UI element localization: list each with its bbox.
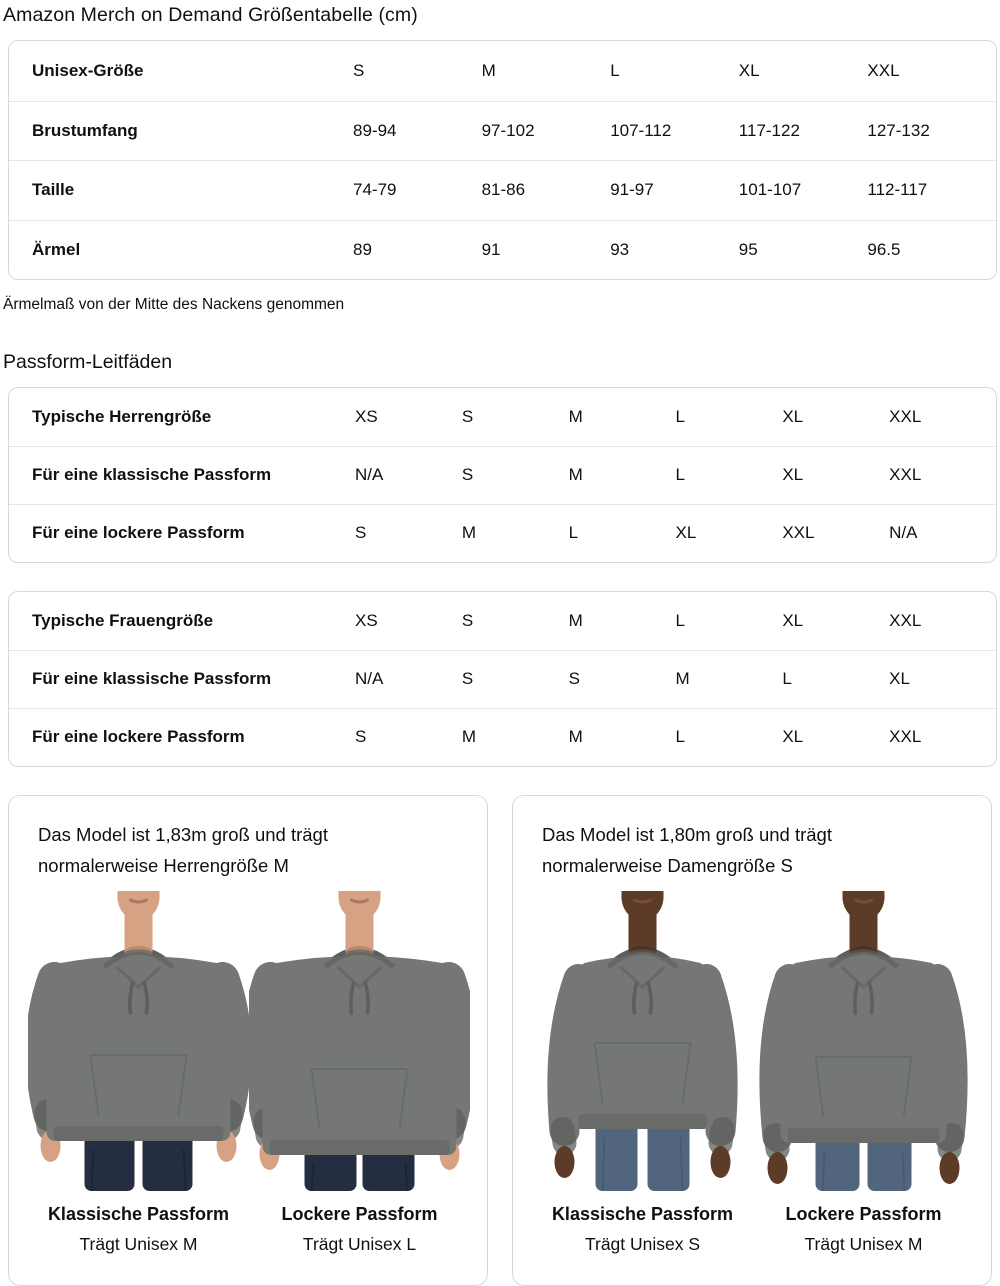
size-cell: N/A (355, 669, 384, 689)
table-row (9, 41, 996, 101)
mens-fit-table (8, 387, 997, 563)
model-figure-female-classic (532, 891, 753, 1255)
table-row (9, 160, 996, 220)
size-cell: L (610, 60, 620, 80)
row-label: Taille (32, 180, 75, 200)
size-cell: 91 (481, 239, 501, 259)
size-cell: 95 (738, 239, 758, 259)
size-cell: XS (355, 406, 378, 426)
size-cell: XL (782, 610, 804, 630)
model-photo-male-classic-fit (28, 891, 249, 1191)
model-photo-female-loose-fit (753, 891, 974, 1191)
size-cell: N/A (355, 465, 384, 485)
womens-fit-table (8, 591, 997, 767)
size-cell: L (675, 727, 685, 747)
size-cell: XS (355, 610, 378, 630)
size-cell: L (675, 610, 685, 630)
worn-size-caption: Trägt Unisex S (584, 1234, 701, 1254)
size-cell: 96.5 (867, 239, 901, 259)
model-figure-male-loose (249, 891, 470, 1255)
row-label: Unisex-Größe (32, 60, 144, 80)
size-cell: 91-97 (610, 180, 654, 200)
size-cell: 74-79 (353, 180, 397, 200)
size-cell: S (461, 465, 474, 485)
womens-model-card (512, 795, 992, 1286)
size-cell: 89 (353, 239, 372, 259)
size-cell: S (461, 406, 474, 426)
row-label: Für eine klassische Passform (32, 465, 272, 485)
table-row (9, 592, 996, 650)
size-cell: 101-107 (738, 180, 802, 200)
size-cell: XXL (889, 465, 922, 485)
size-cell: S (568, 669, 580, 689)
size-cell: XXL (889, 406, 922, 426)
size-cell: XL (738, 60, 760, 80)
size-cell: XL (782, 465, 804, 485)
unisex-size-table (8, 40, 997, 280)
fit-caption: Klassische Passform (551, 1204, 734, 1224)
table-row (9, 220, 996, 280)
table-row (9, 446, 996, 504)
size-cell: M (675, 669, 690, 689)
table-row (9, 101, 996, 161)
model-photo-female-classic-fit (532, 891, 753, 1191)
mens-model-description: Das Model ist 1,83m groß und trägt normalerweise Herrengröße M (38, 824, 328, 876)
size-cell: S (461, 610, 474, 630)
row-label: Typische Herrengröße (32, 406, 212, 426)
size-cell: L (568, 523, 579, 543)
size-cell: XXL (889, 727, 922, 747)
row-label: Für eine klassische Passform (32, 669, 272, 689)
size-cell: S (461, 669, 474, 689)
table-row (9, 504, 996, 562)
womens-model-description: Das Model ist 1,80m groß und trägt normalerweise Damengröße S (542, 824, 832, 876)
size-cell: S (353, 60, 365, 80)
size-cell: 93 (610, 239, 630, 259)
size-cell: L (782, 669, 792, 689)
model-cards-row (8, 795, 1000, 1286)
row-label: Für eine lockere Passform (32, 523, 245, 543)
size-cell: S (355, 523, 367, 543)
worn-size-caption: Trägt Unisex M (804, 1234, 923, 1254)
table-row (9, 650, 996, 708)
size-cell: M (481, 60, 496, 80)
model-figure-female-loose (753, 891, 974, 1255)
size-cell: M (568, 465, 583, 485)
row-label: Brustumfang (32, 120, 138, 140)
size-cell: XL (782, 727, 804, 747)
size-cell: 89-94 (353, 120, 397, 140)
fit-caption: Klassische Passform (47, 1204, 230, 1224)
row-label: Typische Frauengröße (32, 610, 214, 630)
sleeve-measure-footnote: Ärmelmaß von der Mitte des Nackens genommen (3, 296, 345, 313)
size-cell: 81-86 (481, 180, 526, 200)
size-cell: XXL (867, 60, 900, 80)
row-label: Ärmel (32, 239, 81, 259)
size-cell: 112-117 (867, 180, 928, 200)
fit-caption: Lockere Passform (281, 1204, 438, 1224)
table-row (9, 708, 996, 766)
size-cell: L (675, 465, 685, 485)
size-cell: 117-122 (738, 120, 800, 140)
size-cell: M (461, 523, 476, 543)
size-cell: 107-112 (610, 120, 672, 140)
size-cell: XL (782, 406, 804, 426)
size-cell: S (355, 727, 367, 747)
size-cell: M (568, 727, 583, 747)
size-cell: M (568, 406, 583, 426)
size-cell: M (461, 727, 476, 747)
womens-model-figures (532, 891, 972, 1255)
page-title: Amazon Merch on Demand Größentabelle (cm) (3, 4, 418, 26)
size-cell: XL (675, 523, 697, 543)
size-cell: L (675, 406, 685, 426)
size-cell: XXL (782, 523, 815, 543)
model-figure-male-classic (28, 891, 249, 1255)
size-cell: 127-132 (867, 120, 930, 140)
worn-size-caption: Trägt Unisex L (302, 1234, 417, 1254)
mens-model-card (8, 795, 488, 1286)
size-cell: XL (889, 669, 910, 689)
size-cell: XXL (889, 610, 922, 630)
size-cell: M (568, 610, 583, 630)
size-cell: 97-102 (481, 120, 535, 140)
fit-caption: Lockere Passform (785, 1204, 942, 1224)
model-photo-male-loose-fit (249, 891, 470, 1191)
worn-size-caption: Trägt Unisex M (79, 1234, 198, 1254)
table-row (9, 388, 996, 446)
fit-guides-heading: Passform-Leitfäden (3, 351, 173, 373)
mens-model-figures (28, 891, 468, 1255)
size-cell: N/A (889, 523, 918, 543)
row-label: Für eine lockere Passform (32, 727, 245, 747)
